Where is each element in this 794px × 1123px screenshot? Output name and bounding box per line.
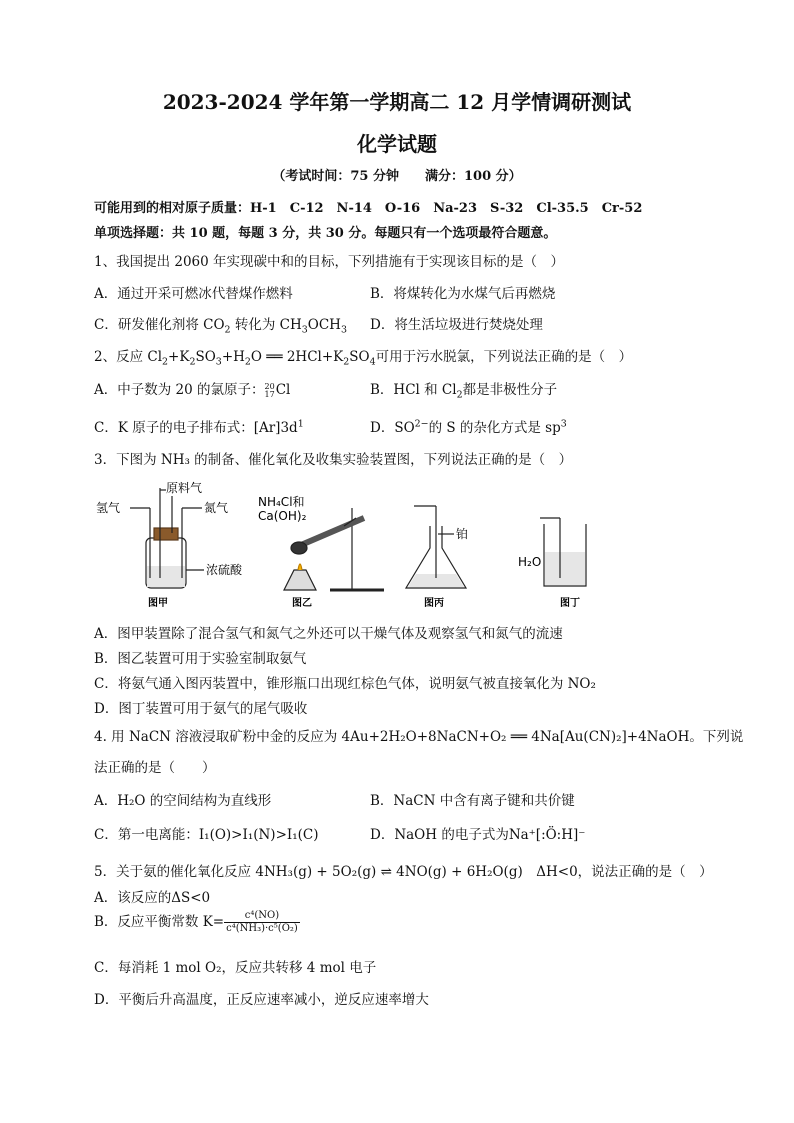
q2-stem-f: SO [349, 349, 370, 365]
q4-option-d: D．NaOH 的电子式为Na⁺[:Ö:H]⁻ [370, 827, 586, 843]
fraction-denominator: c⁴(NH₃)·c⁵(O₂) [226, 923, 298, 934]
q2-b-part1: B．HCl 和 Cl [370, 382, 457, 398]
q2-option-b: B．HCl 和 $Cl_2$都是非极性分子 [370, 382, 558, 401]
q5-option-b [94, 910, 300, 935]
q2-a-mass: 20 [264, 381, 275, 391]
q3-option-a: A．图甲装置除了混合氢气和氮气之外还可以干燥气体及观察氢气和氮气的流速 [94, 626, 563, 642]
q2-d-part2: 的 S 的杂化方式是 sp [428, 420, 561, 436]
q2-b-part2: 都是非极性分子 [462, 382, 558, 398]
q2-d-charge: 2− [414, 418, 429, 430]
q4-stem-line1: 4. 用 NaCN 溶液浸取矿粉中金的反应为 4Au+2H₂O+8NaCN+O₂ ══ 4Na[Au(CN)₂]+4NaOH。下列说 [94, 729, 744, 745]
label-conc-acid: 浓硫酸 [206, 563, 243, 577]
figure-ding [540, 518, 586, 586]
q3-option-b: B．图乙装置可用于实验室制取氨气 [94, 651, 307, 667]
q1-c-part3: OCH [307, 317, 341, 333]
exam-info: （考试时间：75 分钟 满分：100 分） [272, 169, 522, 184]
q2-stem: 2、反应 $Cl_2+K_2SO_3+H_2O$ ══ $2HCl+K_2SO_4$可用于污水脱氯，下列说法正确的是（ ） [94, 349, 633, 368]
figure-bing [406, 506, 469, 588]
q2-c-text: C．K 原子的电子排布式：[Ar]3d [94, 420, 298, 436]
equilibrium-constant-fraction [224, 910, 300, 935]
q2-a-nuclide [265, 383, 275, 399]
q2-a-text: A．中子数为 20 的氯原子： [94, 382, 265, 398]
q5-option-d: D．平衡后升高温度，正反应速率减小，逆反应速率增大 [94, 992, 429, 1008]
section-heading: 单项选择题：共 10 题，每题 3 分，共 30 分。每题只有一个选项最符合题意。 [94, 226, 557, 241]
q4-option-c: C．第一电离能：I₁(O)>I₁(N)>I₁(C) [94, 827, 319, 843]
label-hydrogen: 氢气 [96, 501, 121, 515]
label-caoh2: Ca(OH)₂ [258, 509, 307, 523]
q2-c-sup: 1 [297, 418, 304, 430]
atomic-masses: 可能用到的相对原子质量：H-1 C-12 N-14 O-16 Na-23 S-32 Cl-35.5 Cr-52 [94, 201, 643, 216]
q2-d-part1: D．SO [370, 420, 415, 436]
apparatus-figure [94, 478, 614, 613]
label-raw-gas: 原料气 [166, 481, 203, 495]
exam-title: 2023-2024 学年第一学期高二 12 月学情调研测试 [162, 90, 632, 114]
q2-option-c [94, 416, 304, 436]
q1-option-d: D．将生活垃圾进行焚烧处理 [370, 317, 543, 333]
label-water: H₂O [518, 555, 542, 569]
label-jia: 图甲 [148, 598, 168, 609]
label-ding: 图丁 [560, 598, 580, 609]
label-platinum: 铂 [456, 527, 469, 541]
label-nitrogen: 氮气 [204, 501, 229, 515]
q2-a-z: 17 [264, 389, 275, 399]
q3-option-c: C．将氨气通入图丙装置中，锥形瓶口出现红棕色气体，说明氨气被直接氧化为 NO₂ [94, 676, 596, 692]
label-bing: 图丙 [424, 598, 444, 609]
q1-c-part2: 转化为 CH [234, 317, 302, 333]
subject-title: 化学试题 [357, 132, 437, 156]
q1-c-part1: C．研发催化剂将 CO [94, 317, 225, 333]
figure-jia [130, 488, 204, 588]
q2-stem-a: 2、反应 Cl [94, 349, 163, 365]
fraction-numerator: c⁴(NO) [224, 910, 300, 923]
q3-option-d: D．图丁装置可用于氨气的尾气吸收 [94, 701, 308, 717]
q2-option-a [94, 378, 290, 399]
q2-stem-c: SO [195, 349, 216, 365]
q1-option-b: B．将煤转化为水煤气后再燃烧 [370, 286, 556, 302]
q1-option-c: C．研发催化剂将 $CO_2$ 转化为 $CH_3OCH_3$ [94, 317, 347, 336]
q2-stem-g: 可用于污水脱氯，下列说法正确的是（ ） [375, 349, 633, 365]
q4-option-a: A．H₂O 的空间结构为直线形 [94, 793, 272, 809]
label-nh4cl: NH₄Cl和 [258, 495, 305, 509]
q5-stem: 5．关于氨的催化氧化反应 4NH₃(g) + 5O₂(g) ⇌ 4NO(g) + 6H₂O(g) ΔH<0，说法正确的是（ ） [94, 864, 713, 880]
q2-a-symbol: Cl [275, 382, 291, 398]
q3-stem: 3．下图为 NH₃ 的制备、催化氧化及收集实验装置图，下列说法正确的是（ ） [94, 452, 573, 468]
q5-option-a: A．该反应的ΔS<0 [94, 890, 211, 906]
label-yi: 图乙 [292, 598, 312, 609]
q2-option-d [370, 416, 567, 436]
q2-stem-b: +K [168, 349, 190, 365]
q1-stem: 1、我国提出 2060 年实现碳中和的目标，下列措施有于实现该目标的是（ ） [94, 254, 565, 270]
q2-d-sup: 3 [560, 418, 567, 430]
q4-option-b: B．NaCN 中含有离子键和共价键 [370, 793, 575, 809]
q2-stem-e: O ══ 2HCl+K [250, 349, 344, 365]
q2-stem-d: +H [221, 349, 245, 365]
q1-option-a: A．通过开采可燃冰代替煤作燃料 [94, 286, 293, 302]
q5-b-label: B．反应平衡常数 K= [94, 914, 225, 930]
q4-stem-line2: 法正确的是（ ） [94, 760, 216, 776]
q5-option-c: C．每消耗 1 mol O₂，反应共转移 4 mol 电子 [94, 960, 377, 976]
